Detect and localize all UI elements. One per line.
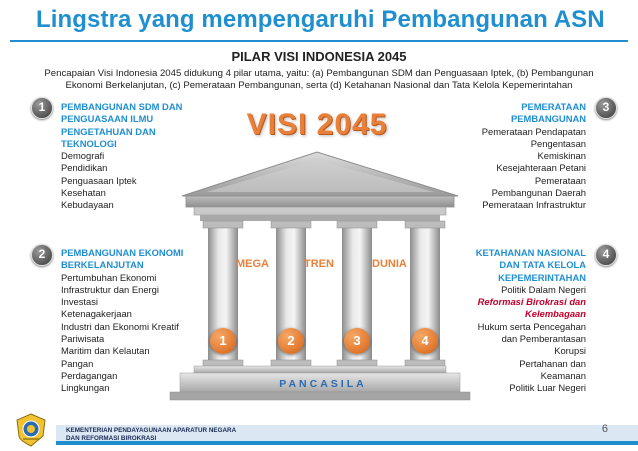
pillar-1-item: Demografi (61, 150, 105, 162)
word-dunia: DUNIA (372, 258, 407, 270)
pillar-2-heading-line: BERKELANJUTAN (61, 259, 144, 271)
pancasila-label: PANCASILA (279, 378, 367, 390)
pillar-4-item: Pertahanan dan (519, 357, 586, 369)
temple-beam-low (200, 215, 440, 221)
pillar-1-item: Pendidikan (61, 162, 108, 174)
pillar-4-item-emphasis: Reformasi Birokrasi dan (477, 296, 586, 308)
word-tren: TREN (304, 258, 334, 270)
pillar-1-heading-line: PEMBANGUNAN SDM DAN (61, 101, 183, 112)
pillar-2-item: Infrastruktur dan Energi (61, 283, 159, 295)
pillar-1-heading-line: PENGETAHUAN DAN (61, 125, 156, 137)
pillar-3-item: Pemerataan Infrastruktur (482, 199, 586, 211)
pillar-1-item: Penguasaan Iptek (61, 174, 137, 186)
pillar-2-item: Pangan (61, 357, 94, 369)
column-4-base (405, 360, 445, 366)
pillar-1-badge: 1 (31, 97, 53, 119)
pillar-2-badge: 2 (31, 244, 53, 266)
pillar-2-item: Ketenagakerjaan (61, 308, 132, 320)
column-1-capital (203, 221, 243, 228)
column-number-1: 1 (210, 328, 236, 354)
pillar-3-heading-line: PEMERATAAN (521, 101, 586, 112)
column-4-capital (405, 221, 445, 228)
temple-beam-top (186, 196, 454, 207)
pillar-3-item: Pengentasan (530, 137, 586, 149)
pillar-3-item: Kesejahteraan Petani (496, 162, 586, 174)
pillar-3-item: Pemerataan (534, 174, 586, 186)
temple-roof-inner (206, 160, 434, 192)
pillar-3-block (482, 101, 586, 212)
pillar-2-item: Perdagangan (61, 369, 118, 381)
pillar-1-heading-line: PENGUASAAN ILMU (61, 113, 154, 125)
pillar-4-item: Keamanan (540, 369, 586, 381)
temple-columns (203, 221, 445, 366)
org-name-line-1: KEMENTERIAN PENDAYAGUNAAN APARATUR NEGARA (66, 427, 237, 434)
column-number-4: 4 (412, 328, 438, 354)
column-1-base (203, 360, 243, 366)
visi-2045-title: VISI 2045 (246, 108, 388, 141)
column-2-base (271, 360, 311, 366)
temple-step-3 (170, 392, 470, 400)
pillar-2-item: Industri dan Ekonomi Kreatif (61, 320, 179, 332)
pillar-4-item: dan Pemberantasan (501, 333, 586, 345)
column-3-base (337, 360, 377, 366)
pillar-2-item: Maritim dan Kelautan (61, 345, 150, 357)
pillar-3-item: Kemiskinan (537, 150, 586, 162)
pillar-4-heading-line: DAN TATA KELOLA (499, 259, 586, 271)
pillar-2-item: Pertumbuhan Ekonomi (61, 271, 157, 283)
pillar-4-item: Politik Luar Negeri (509, 382, 586, 394)
pillar-4-badge: 4 (595, 244, 617, 266)
pillar-4-block (476, 247, 586, 395)
pillar-1-item: Kesehatan (61, 187, 106, 199)
column-number-3: 3 (344, 328, 370, 354)
column-3-capital (337, 221, 377, 228)
pillar-2-item: Investasi (61, 296, 98, 308)
pillar-4-item: Politik Dalam Negeri (501, 283, 586, 295)
pillar-2-item: Lingkungan (61, 382, 110, 394)
pillar-4-item: Hukum serta Pencegahan (477, 320, 586, 332)
pillar-1-block (61, 101, 182, 212)
column-number-2: 2 (278, 328, 304, 354)
pillar-3-heading-line: PEMBANGUNAN (511, 113, 586, 125)
page-number: 6 (601, 423, 608, 435)
pillar-4-heading-line: KETAHANAN NASIONAL (475, 247, 586, 258)
intro-line-1: Pencapaian Visi Indonesia 2045 didukung 4 pilar utama, yaitu: (a) Pembangunan SDM dan Penguasaan Iptek, (b) Pembangunan (44, 68, 594, 79)
pillar-4-item: Korupsi (554, 345, 586, 357)
slide-subtitle: PILAR VISI INDONESIA 2045 (231, 49, 407, 64)
pillar-3-badge: 3 (595, 97, 617, 119)
pillar-2-block (61, 247, 183, 395)
pillar-1-heading-line: TEKNOLOGI (61, 137, 117, 149)
ministry-logo-icon (14, 412, 48, 448)
pillar-2-item: Pariwisata (61, 333, 105, 345)
pillar-4-item-emphasis: Kelembagaan (525, 308, 586, 320)
intro-line-2: Ekonomi Berkelanjutan, (c) Pemerataan Pembangunan, serta (d) Ketahanan Nasional dan Tata Kelola Kepemerintahan (65, 80, 573, 91)
pillar-3-item: Pemerataan Pendapatan (481, 125, 586, 137)
pillar-1-item: Kebudayaan (61, 199, 114, 211)
column-2-capital (271, 221, 311, 228)
slide-title: Lingstra yang mempengaruhi Pembangunan ASN (36, 6, 605, 33)
pillar-3-item: Pembangunan Daerah (491, 187, 586, 199)
word-mega: MEGA (236, 258, 269, 270)
temple-beam-mid (194, 207, 446, 215)
pillar-4-heading-line: KEPEMERINTAHAN (498, 271, 586, 283)
temple-step-1 (194, 366, 446, 373)
pillar-2-heading-line: PEMBANGUNAN EKONOMI (61, 247, 184, 258)
org-name-line-2: DAN REFORMASI BIROKRASI (66, 435, 157, 442)
